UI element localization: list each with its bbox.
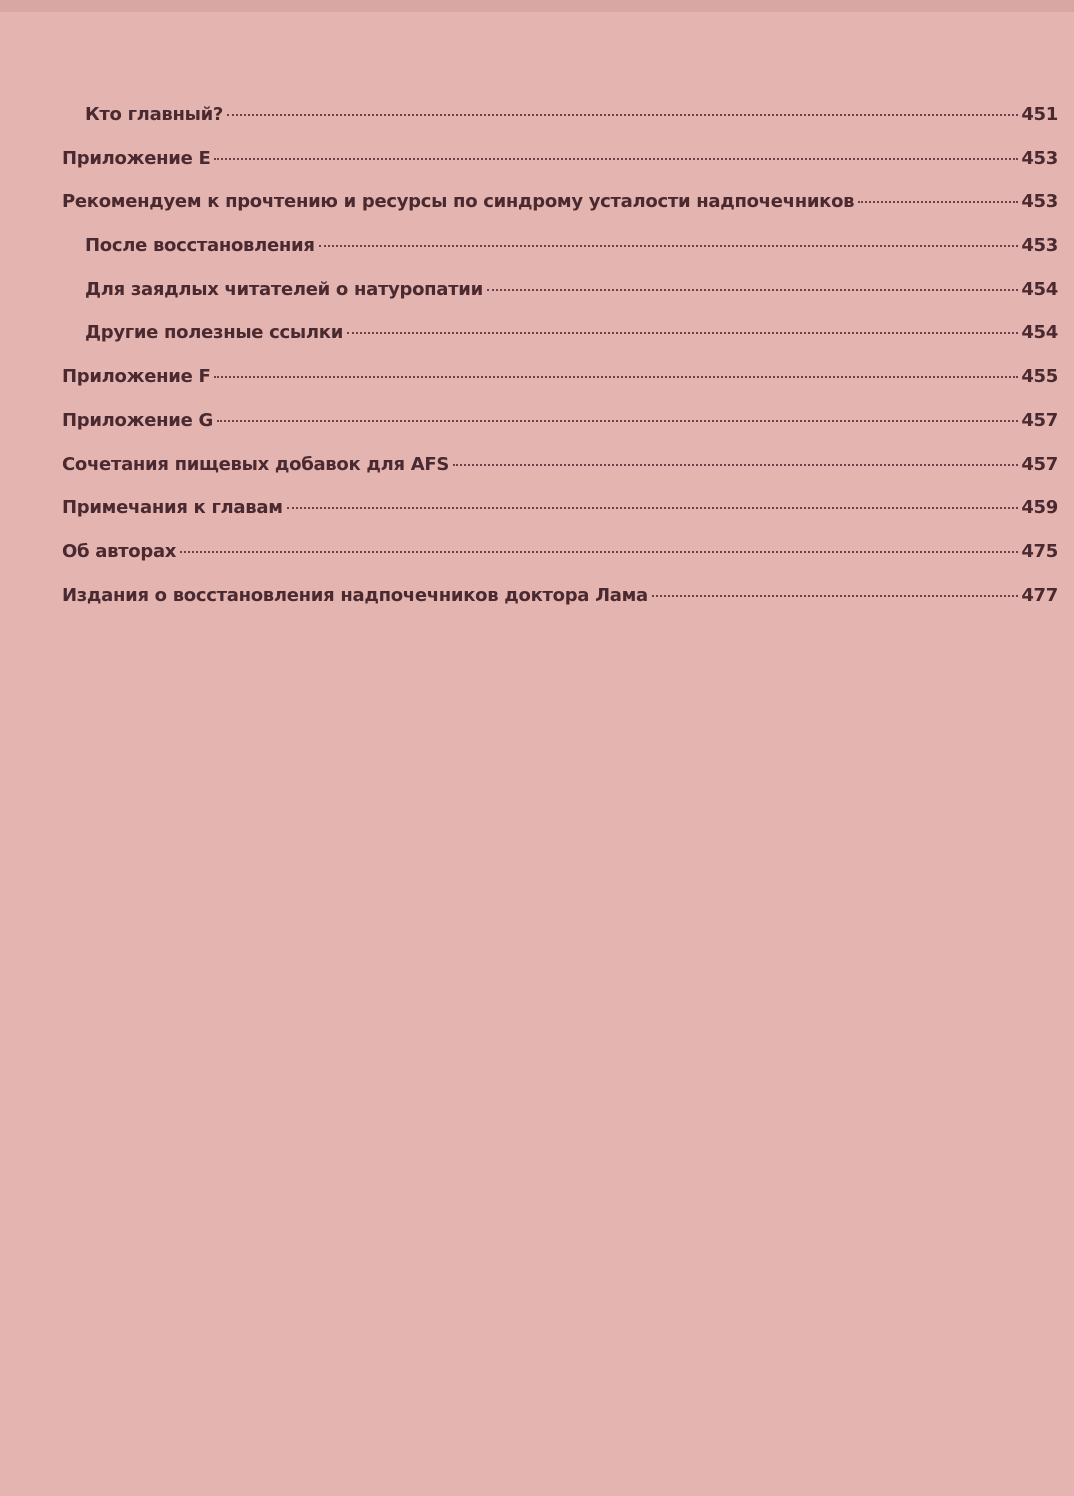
toc-entry[interactable] [62,541,1058,585]
toc-entry[interactable] [62,235,1058,279]
top-edge-bar [0,0,1074,12]
toc-entry[interactable] [62,104,1058,148]
toc-entry-page: 453 [1021,191,1058,213]
toc-entry-page: 454 [1021,278,1058,300]
toc-entry-title: Приложение G [62,409,213,431]
toc-entry-page: 457 [1021,409,1058,431]
toc-entry-page: 454 [1021,322,1058,344]
toc-dot-leader [214,376,1018,378]
toc-dot-leader [652,595,1018,597]
toc-dot-leader [858,201,1018,203]
toc-entry-page: 457 [1021,453,1058,475]
toc-entry[interactable] [62,366,1058,410]
toc-dot-leader [217,420,1018,422]
toc-entry[interactable] [62,585,1058,629]
toc-dot-leader [287,507,1019,509]
toc-entry-title: Примечания к главам [62,497,283,519]
toc-entry-page: 453 [1021,147,1058,169]
toc-entry-title: Приложение F [62,366,211,388]
toc-entry-page: 477 [1021,584,1058,606]
toc-dot-leader [347,332,1018,334]
toc-entry[interactable] [62,191,1058,235]
toc-entry-title: Приложение E [62,147,211,169]
toc-dot-leader [453,464,1018,466]
toc-dot-leader [214,158,1018,160]
table-of-contents [62,104,1058,628]
toc-dot-leader [227,114,1018,116]
toc-entry[interactable] [62,497,1058,541]
toc-entry-page: 459 [1021,497,1058,519]
toc-entry-title: Кто главный? [85,104,224,125]
toc-dot-leader [487,289,1018,291]
toc-entry[interactable] [62,279,1058,323]
toc-entry-title: Об авторах [62,540,177,562]
toc-entry-page: 453 [1021,235,1058,257]
toc-dot-leader [319,245,1019,247]
toc-entry-title: Сочетания пищевых добавок для AFS [62,453,449,475]
toc-entry-page: 475 [1021,540,1058,562]
toc-entry[interactable] [62,454,1058,498]
toc-dot-leader [180,551,1018,553]
toc-entry[interactable] [62,148,1058,192]
toc-entry[interactable] [62,322,1058,366]
toc-entry[interactable] [62,410,1058,454]
toc-entry-title: Другие полезные ссылки [85,322,344,344]
toc-entry-page: 455 [1021,366,1058,388]
toc-entry-title: Для заядлых читателей о натуропатии [85,278,483,300]
toc-entry-title: После восстановления [85,235,315,257]
toc-entry-title: Рекомендуем к прочтению и ресурсы по синдрому усталости надпочечников [62,191,855,213]
toc-entry-title: Издания о восстановления надпочечников доктора Лама [62,584,648,606]
toc-entry-page: 451 [1021,104,1058,125]
